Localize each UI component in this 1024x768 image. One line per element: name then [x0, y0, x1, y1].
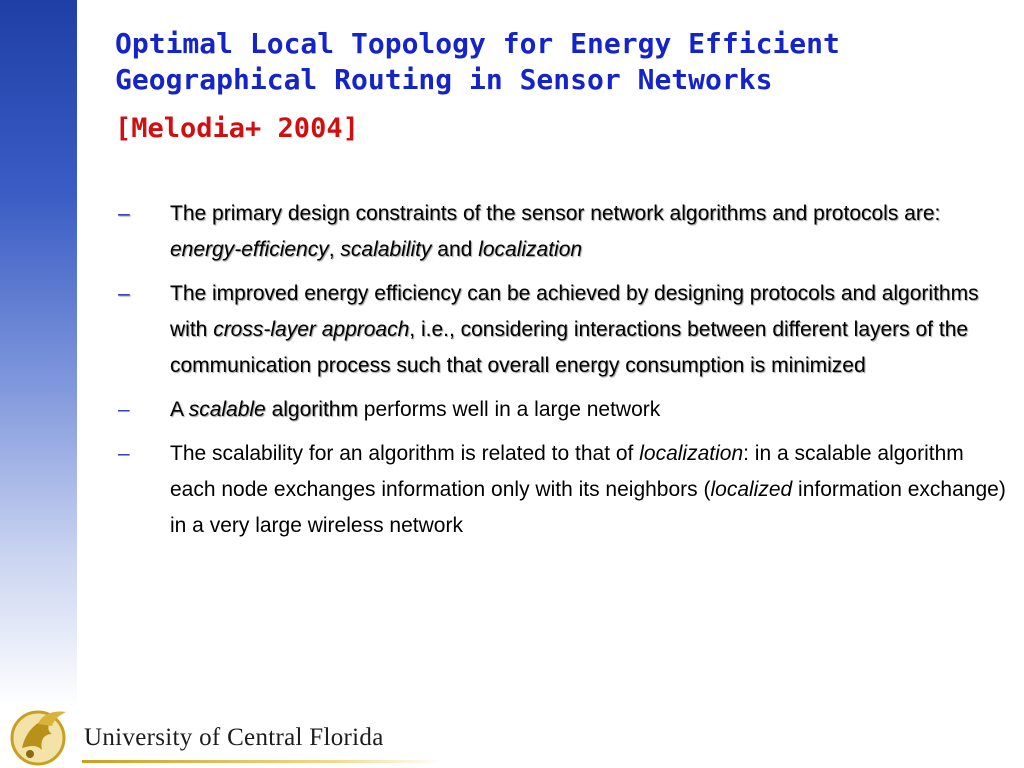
- bullet-text: [170, 202, 940, 261]
- dash-marker: –: [118, 398, 130, 421]
- pegasus-logo-icon: [8, 704, 74, 768]
- text-run: , i.e., considering interactions between different layers of the communication process such that overall energy consumption is minimized: [170, 318, 969, 377]
- ucf-logo: [0, 700, 460, 768]
- text-run: : in a scalable algorithm each node exchanges information only with its neighbors (: [170, 442, 964, 501]
- dash-marker: –: [118, 442, 130, 465]
- emphasis: scalable: [188, 398, 266, 421]
- dash-marker: –: [118, 202, 130, 225]
- bullet-text: [170, 442, 1006, 537]
- text-run: The scalability for an algorithm is related to that of: [170, 442, 640, 465]
- bullet-item: [0, 196, 1010, 268]
- emphasis: cross-layer approach: [213, 318, 410, 341]
- bullet-list: [0, 196, 1010, 552]
- slide-title: Optimal Local Topology for Energy Efficient Geographical Routing in Sensor Networks: [115, 27, 840, 96]
- bullet-item: [0, 276, 1010, 384]
- text-run: The primary design constraints of the sensor network algorithms and protocols are:: [170, 202, 941, 225]
- emphasis: energy-efficiency: [170, 238, 329, 261]
- text-run: The improved energy efficiency can be achieved by designing protocols and algorithms with: [170, 282, 979, 341]
- emphasis: localized: [710, 478, 793, 501]
- text-run: A: [170, 398, 189, 421]
- slide-subtitle: [Melodia+ 2004]: [115, 113, 359, 144]
- emphasis: localization: [639, 442, 744, 465]
- text-run: information exchange) in a very large wireless network: [170, 478, 1006, 537]
- bullet-item: [0, 436, 1010, 544]
- text-run: ,: [328, 238, 341, 261]
- logo-underline: [82, 760, 442, 763]
- text-run: performs well in a large network: [357, 398, 661, 421]
- bullet-text: [170, 398, 660, 421]
- emphasis: localization: [478, 238, 583, 261]
- bullet-item: [0, 392, 1010, 428]
- dash-marker: –: [118, 282, 130, 305]
- university-name: University of Central Florida: [84, 724, 384, 751]
- bullet-text: [170, 282, 979, 377]
- emphasis: scalability: [340, 238, 432, 261]
- text-run: and: [431, 238, 479, 261]
- text-run: algorithm: [265, 398, 358, 421]
